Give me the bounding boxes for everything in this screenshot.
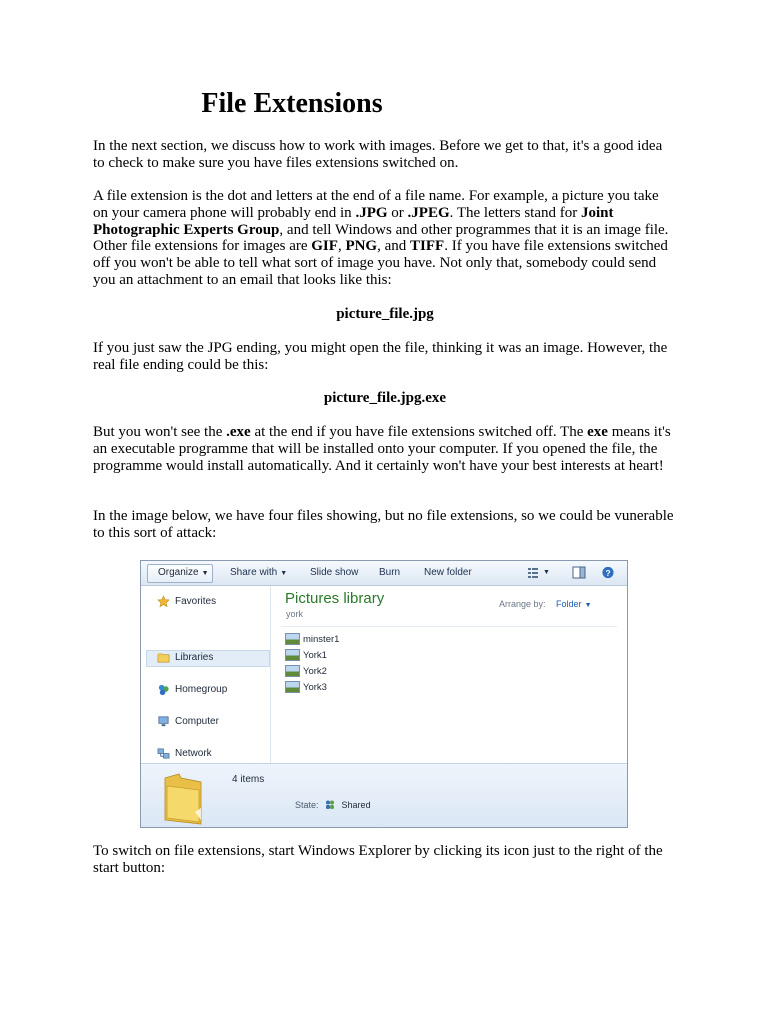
explorer-toolbar <box>141 561 627 586</box>
network-icon <box>157 747 170 760</box>
example-filename-jpg: picture_file.jpg <box>336 306 434 322</box>
view-options-icon[interactable] <box>527 566 541 579</box>
file-name: York3 <box>303 681 327 693</box>
jpg-ending-paragraph: If you just saw the JPG ending, you might open the file, thinking it was an image. However, the real file ending could be this: <box>93 340 668 373</box>
chevron-down-icon[interactable]: ▼ <box>543 569 550 576</box>
exe-warning-paragraph: But you won't see the .exe at the end if you have file extensions switched off. The exe means it's an executable programme that will be installed onto your computer. If you opened the file, the programme would install automatically. And it certainly won't have your best interests at heart! <box>93 424 671 474</box>
state-value: Shared <box>341 800 371 810</box>
image-file-icon <box>285 649 300 661</box>
chevron-down-icon: ▼ <box>280 570 288 577</box>
item-count: 4 items <box>232 774 265 785</box>
explorer-screenshot <box>140 560 628 828</box>
image-file-icon <box>285 681 300 693</box>
file-item[interactable] <box>285 632 339 646</box>
four-files-paragraph: In the image below, we have four files showing, but no file extensions, so we could be vunerable to this sort of attack: <box>93 508 674 541</box>
library-title: Pictures library <box>285 590 385 607</box>
bold-term: .exe <box>226 424 251 440</box>
chevron-down-icon: ▼ <box>201 570 209 577</box>
bold-term: .JPG <box>355 204 388 221</box>
folder-icon <box>161 772 205 826</box>
nav-item-computer[interactable] <box>157 713 219 729</box>
file-item[interactable] <box>285 664 327 678</box>
file-item[interactable] <box>285 680 327 694</box>
nav-label: Network <box>175 747 212 759</box>
nav-label: Favorites <box>175 595 217 607</box>
share-state <box>295 800 371 810</box>
intro-paragraph: In the next section, we discuss how to work with images. Before we get to that, it's a good idea to check to make sure you have files extensions switched on. <box>93 138 663 171</box>
libraries-icon <box>157 651 170 664</box>
nav-item-homegroup[interactable] <box>157 681 227 697</box>
share-with-label: Share with <box>230 567 278 578</box>
bold-term: TIFF <box>410 238 445 255</box>
bold-term: .JPEG <box>407 204 450 221</box>
slide-show-button[interactable]: Slide show <box>310 567 359 578</box>
bold-term: PNG <box>345 238 378 255</box>
file-name: York2 <box>303 665 327 677</box>
bold-term: exe <box>587 424 608 440</box>
library-subtitle: york <box>286 609 304 619</box>
organize-button[interactable] <box>147 564 213 583</box>
computer-icon <box>157 715 170 728</box>
details-pane <box>141 763 627 827</box>
page-title: File Extensions <box>201 88 383 119</box>
nav-item-favorites[interactable] <box>157 593 216 609</box>
extension-explanation-paragraph: A file extension is the dot and letters at the end of a file name. For example, a picture you take on your camera phone will probably end in .JPG or .JPEG. The letters stand for Joint Photographic Experts Group, and tell Windows and other programmes that it is an image file. Other file extensions for images are GIF, PNG, and TIFF. If you have file extensions switched off you won't be able to tell what sort of image you have. Not only that, somebody could send you an attachment to an email that looks like this: <box>93 188 669 288</box>
switch-on-paragraph: To switch on file extensions, start Windows Explorer by clicking its icon just to the right of the start button: <box>93 843 663 876</box>
users-icon <box>325 800 335 809</box>
bold-term: GIF <box>311 238 338 255</box>
chevron-down-icon: ▼ <box>584 602 592 609</box>
example-filename-exe: picture_file.jpg.exe <box>323 390 447 406</box>
new-folder-button[interactable]: New folder <box>424 567 472 578</box>
nav-item-network[interactable] <box>157 745 212 761</box>
file-list-pane <box>271 586 627 763</box>
nav-label: Libraries <box>175 651 214 663</box>
divider <box>281 626 617 627</box>
burn-button[interactable]: Burn <box>379 567 401 578</box>
file-name: minster1 <box>303 633 340 645</box>
bold-term: Joint Photographic Experts Group <box>93 204 614 238</box>
svg-text:?: ? <box>605 567 611 578</box>
arrange-by-label: Arrange by: <box>499 599 546 609</box>
file-item[interactable] <box>285 648 327 662</box>
help-icon[interactable] <box>601 566 615 579</box>
organize-label: Organize <box>158 567 199 578</box>
homegroup-icon <box>157 683 170 696</box>
arrange-by-value: Folder <box>556 599 582 609</box>
preview-pane-icon[interactable] <box>572 566 586 579</box>
share-with-button[interactable] <box>230 567 287 578</box>
navigation-pane <box>141 586 271 763</box>
arrange-by <box>499 599 592 609</box>
image-file-icon <box>285 665 300 677</box>
state-label: State: <box>295 800 319 810</box>
star-icon <box>157 595 170 608</box>
nav-label: Computer <box>175 715 219 727</box>
arrange-by-dropdown[interactable] <box>556 599 591 609</box>
file-name: York1 <box>303 649 327 661</box>
nav-label: Homegroup <box>175 683 228 695</box>
nav-item-libraries[interactable] <box>157 649 213 665</box>
image-file-icon <box>285 633 300 645</box>
